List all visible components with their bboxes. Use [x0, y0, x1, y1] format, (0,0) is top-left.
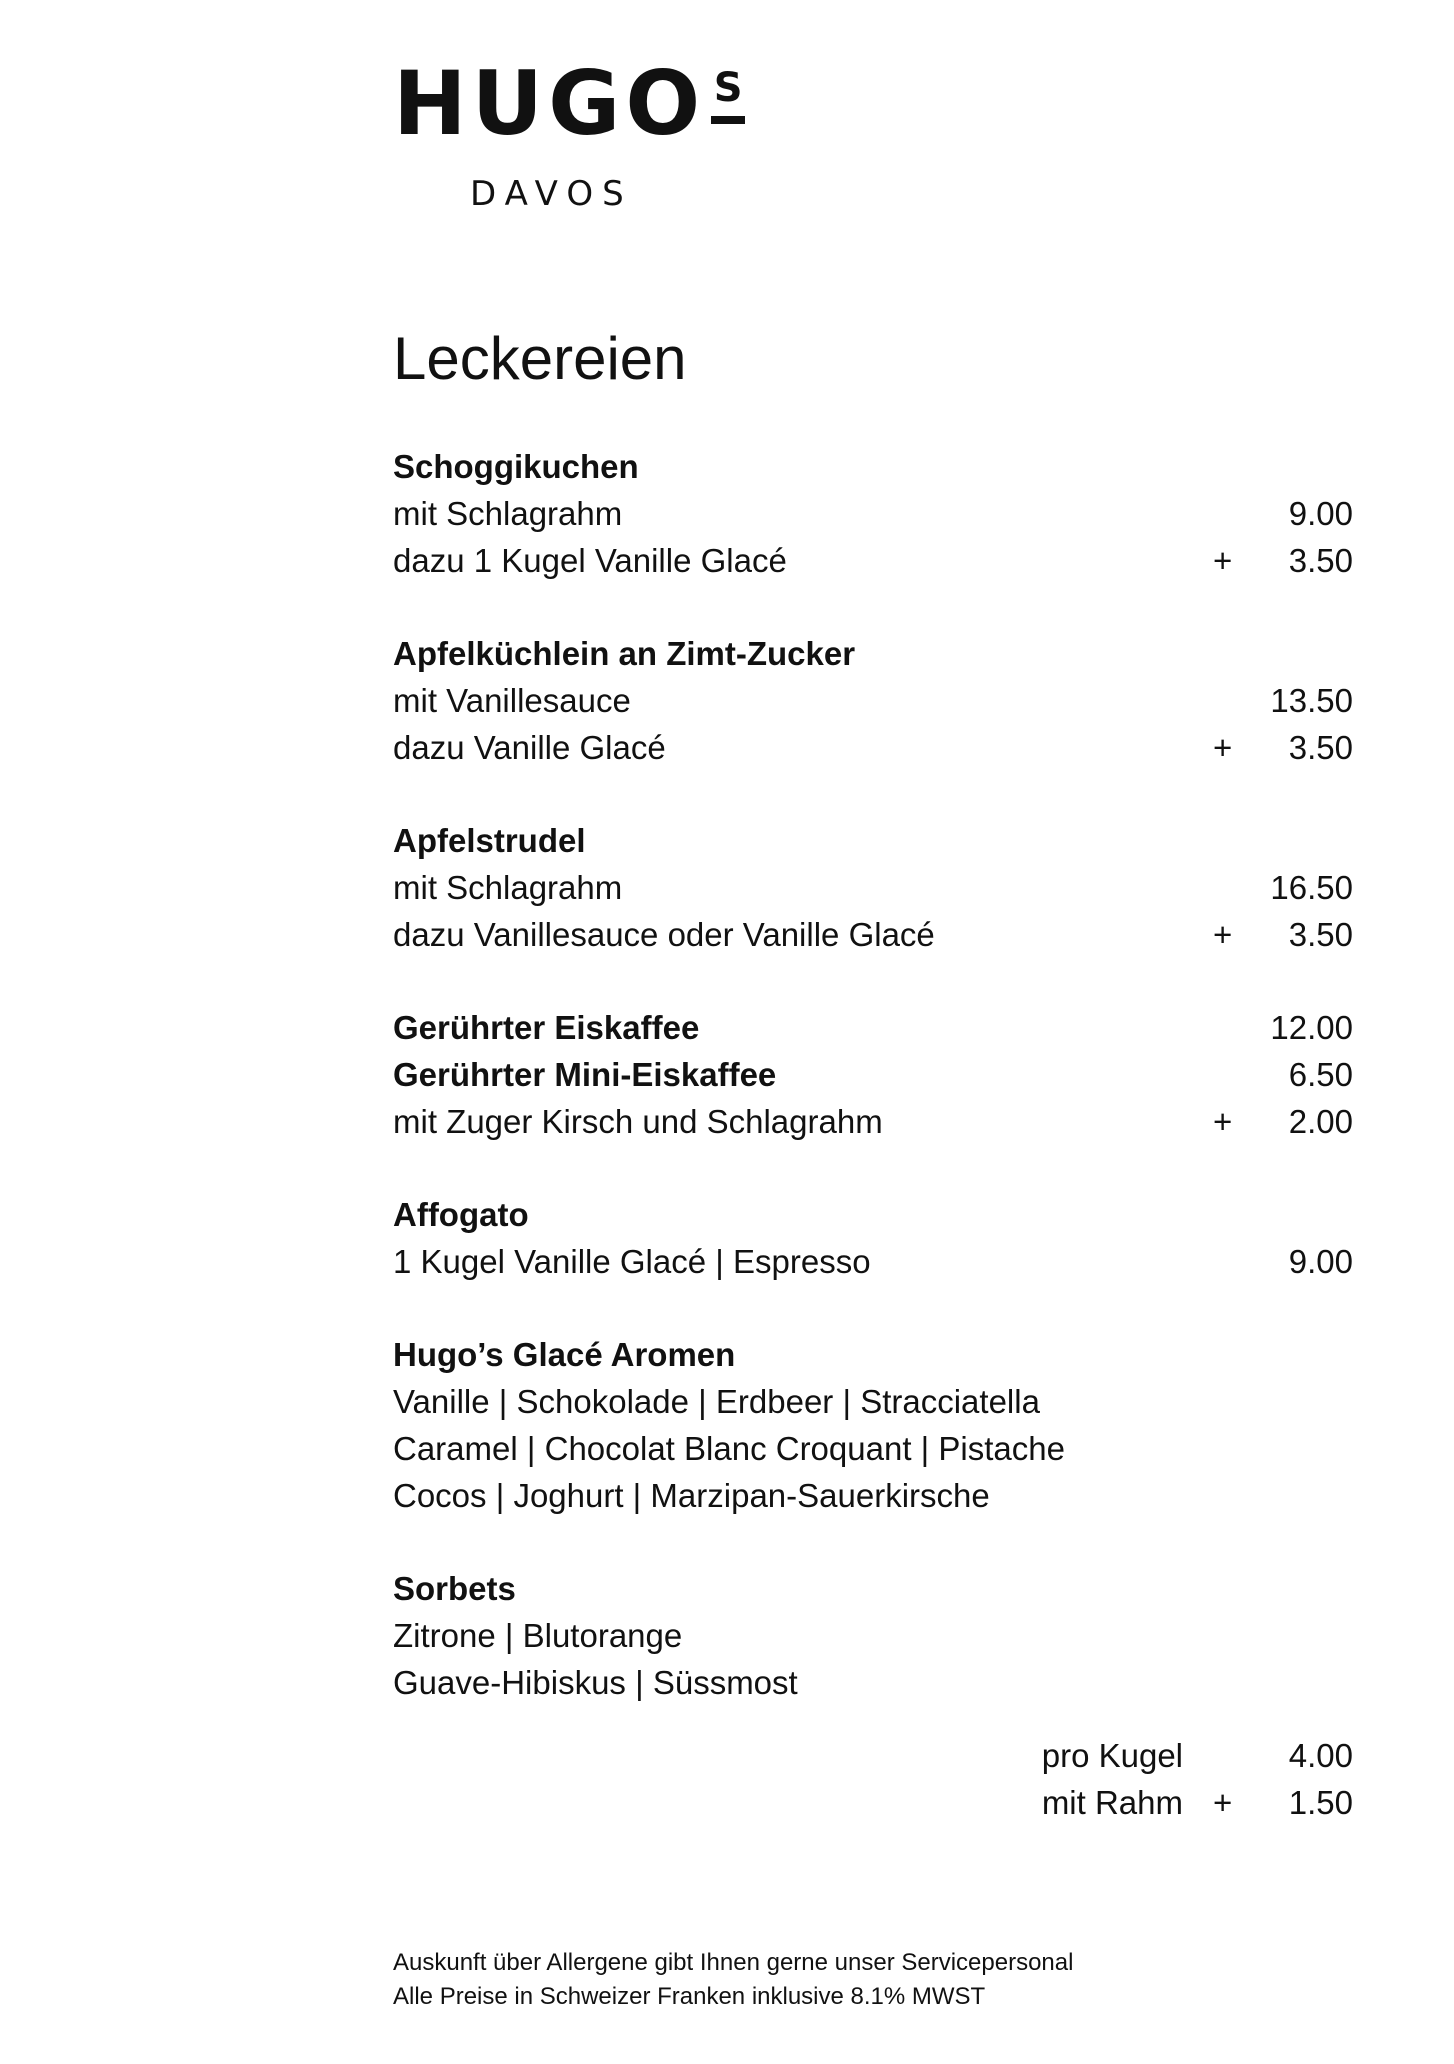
item-label: Cocos | Joghurt | Marzipan-Sauerkirsche	[393, 1477, 990, 1514]
menu-section	[393, 1565, 1353, 1706]
scoop-price-row	[900, 1779, 1353, 1826]
item-label: 1 Kugel Vanille Glacé | Espresso	[393, 1243, 871, 1280]
scoop-label: mit Rahm	[1041, 1784, 1183, 1821]
plus-sign: +	[1213, 1784, 1233, 1821]
item-price: 3.50	[1288, 916, 1353, 953]
item-label: mit Vanillesauce	[393, 682, 631, 719]
item-price: 13.50	[1270, 682, 1353, 719]
footer-note: Auskunft über Allergene gibt Ihnen gerne unser Servicepersonal	[393, 1949, 1074, 1976]
plus-sign: +	[1213, 542, 1233, 579]
menu-item-line	[393, 1472, 1353, 1519]
menu-item-heading	[393, 630, 1353, 677]
menu-item-heading	[393, 1191, 1353, 1238]
item-price: 16.50	[1270, 869, 1353, 906]
scoop-price: 1.50	[1288, 1784, 1353, 1821]
menu-section	[393, 817, 1353, 958]
menu-item-line	[393, 1425, 1353, 1472]
item-label: Apfelstrudel	[393, 822, 586, 859]
item-price: 3.50	[1288, 729, 1353, 766]
item-label: Hugo’s Glacé Aromen	[393, 1336, 736, 1373]
item-label: Vanille | Schokolade | Erdbeer | Stracciatella	[393, 1383, 1040, 1420]
menu-item-line	[393, 1378, 1353, 1425]
item-label: Sorbets	[393, 1570, 516, 1607]
item-price: 3.50	[1288, 542, 1353, 579]
scoop-label: pro Kugel	[1041, 1737, 1183, 1774]
menu-item-line	[393, 864, 1353, 911]
menu-item-line	[393, 911, 1353, 958]
footer-notes	[393, 1946, 1073, 2014]
logo-superscript-s: S	[711, 68, 745, 124]
menu-section	[393, 630, 1353, 771]
logo-location: DAVOS	[470, 174, 633, 214]
menu-item-heading	[393, 1331, 1353, 1378]
scoop-price-row	[900, 1732, 1353, 1779]
menu-item-heading	[393, 443, 1353, 490]
plus-sign: +	[1213, 916, 1233, 953]
item-label: dazu Vanillesauce oder Vanille Glacé	[393, 916, 935, 953]
item-price: 9.00	[1288, 1243, 1353, 1280]
menu-item-line	[393, 537, 1353, 584]
menu-item-heading	[393, 817, 1353, 864]
item-label: dazu Vanille Glacé	[393, 729, 666, 766]
item-label: Schoggikuchen	[393, 448, 639, 485]
menu-item-line	[393, 724, 1353, 771]
menu-item-heading	[393, 1565, 1353, 1612]
menu-section	[393, 1004, 1353, 1145]
item-price: 6.50	[1288, 1056, 1353, 1093]
item-label: dazu 1 Kugel Vanille Glacé	[393, 542, 787, 579]
page-title: Leckereien	[393, 325, 687, 392]
item-price: 2.00	[1288, 1103, 1353, 1140]
logo-wordmark: HUGO	[393, 52, 706, 155]
menu-item-line	[393, 490, 1353, 537]
item-price: 12.00	[1270, 1009, 1353, 1046]
item-price: 9.00	[1288, 495, 1353, 532]
menu-section	[393, 1191, 1353, 1285]
item-label: mit Schlagrahm	[393, 869, 623, 906]
item-label: Caramel | Chocolat Blanc Croquant | Pistache	[393, 1430, 1065, 1467]
hugos-logo	[393, 52, 743, 214]
item-label: Affogato	[393, 1196, 529, 1233]
menu-item-line	[393, 1238, 1353, 1285]
item-label: Apfelküchlein an Zimt-Zucker	[393, 635, 856, 672]
menu-section	[393, 443, 1353, 584]
menu-item-line	[393, 677, 1353, 724]
menu-item-line	[393, 1659, 1353, 1706]
item-label: mit Zuger Kirsch und Schlagrahm	[393, 1103, 883, 1140]
item-label: Gerührter Eiskaffee	[393, 1009, 700, 1046]
menu-item-heading	[393, 1004, 1353, 1051]
scoop-prices	[900, 1732, 1353, 1826]
item-label: Gerührter Mini-Eiskaffee	[393, 1056, 777, 1093]
item-label: Guave-Hibiskus | Süssmost	[393, 1664, 798, 1701]
logo-underline-bar	[711, 116, 745, 124]
plus-sign: +	[1213, 729, 1233, 766]
menu-item-line	[393, 1098, 1353, 1145]
menu-content	[393, 443, 1353, 1752]
item-label: Zitrone | Blutorange	[393, 1617, 683, 1654]
menu-item-line	[393, 1612, 1353, 1659]
scoop-price: 4.00	[1288, 1737, 1353, 1774]
menu-section	[393, 1331, 1353, 1519]
item-label: mit Schlagrahm	[393, 495, 623, 532]
menu-item-heading	[393, 1051, 1353, 1098]
footer-note: Alle Preise in Schweizer Franken inklusive 8.1% MWST	[393, 1983, 986, 2010]
plus-sign: +	[1213, 1103, 1233, 1140]
